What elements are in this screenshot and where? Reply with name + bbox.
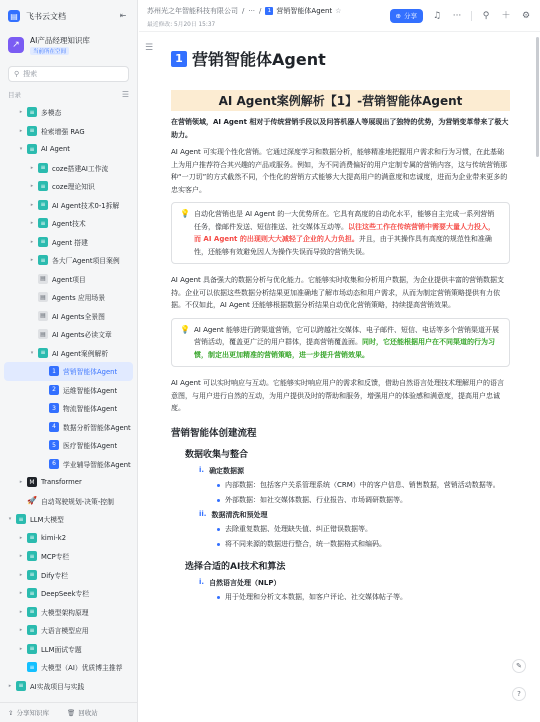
doc-tree — [0, 103, 137, 695]
doc-icon: M — [27, 477, 37, 487]
sidebar-item-label: Dify专栏 — [41, 571, 69, 580]
sidebar-top — [0, 0, 137, 32]
doc-icon: 5 — [49, 440, 59, 450]
sidebar-item-label: AI Agent案例解析 — [52, 349, 109, 358]
breadcrumb: 苏州光之年智能科技有限公司 / ··· / 1 营销智能体Agent ☆ — [147, 7, 342, 15]
breadcrumb-current[interactable]: 1 营销智能体Agent ☆ — [265, 6, 341, 16]
bullet-item[interactable]: 外部数据：如社交媒体数据、行业报告、市场调研数据等。 — [217, 494, 510, 507]
space-name: AI产品经理知识库 — [30, 35, 90, 45]
chevron-right-icon[interactable]: ▸ — [8, 682, 12, 689]
intro-paragraph[interactable]: 在营销领域，AI Agent 相对于传统营销手段以及问答机器人等展现出了独特的优势，为营销变革带来了极大助力。 — [171, 118, 509, 139]
chevron-right-icon[interactable]: ▸ — [19, 645, 23, 652]
sidebar-item[interactable] — [0, 547, 137, 566]
sidebar-item[interactable] — [0, 177, 137, 196]
sidebar-item-label: Agent项目 — [52, 275, 86, 284]
breadcrumb-more[interactable]: ··· — [248, 7, 256, 15]
heading-2[interactable]: 营销智能体创建流程 — [171, 427, 257, 439]
add-icon[interactable]: ＋ — [501, 10, 511, 21]
directory-header — [0, 88, 137, 100]
doc-icon: ≡ — [27, 570, 37, 580]
sidebar-item-label: 营销智能体Agent — [63, 368, 118, 377]
doc-number-icon: 1 — [265, 7, 273, 15]
sidebar-item-label: 医疗智能体Agent — [63, 442, 118, 451]
sidebar-item[interactable] — [0, 436, 137, 455]
sidebar-item[interactable] — [0, 233, 137, 252]
sidebar-item-label: 学业辅导智能体Agent — [63, 460, 131, 469]
chevron-right-icon[interactable]: ▸ — [30, 183, 34, 190]
chevron-right-icon[interactable]: ▸ — [30, 257, 34, 264]
bullet-item[interactable]: 内部数据：包括客户关系管理系统（CRM）中的客户信息、销售数据，营销活动数据等。 — [217, 479, 510, 492]
sidebar-item-label: 大语言模型应用 — [41, 627, 89, 636]
sidebar-item-label: 大模型（AI）优质博主推荐 — [41, 664, 123, 673]
collapse-sidebar-icon[interactable]: ⇤ — [119, 11, 127, 20]
ordered-item[interactable]: i. 确定数据源 — [199, 465, 245, 475]
lightbulb-icon: 💡 — [180, 324, 190, 334]
doc-icon: ▤ — [38, 292, 48, 302]
sidebar-item[interactable] — [0, 510, 137, 529]
sidebar-item[interactable] — [0, 566, 137, 585]
doc-icon: ≡ — [27, 625, 37, 635]
sidebar-item[interactable] — [0, 418, 137, 437]
callout-automation[interactable]: 💡 自动化营销也是 AI Agent 的一大优势所在。它具有高度的自动化水平，能够自主完成一系列营销任务，像邮件发送、短信推送、社交媒体互动等。以往这些工作在传统营销中需要大量人力投入，而 AI Agent 的出现则大大减轻了企业的人力负担。并且，由于其操作具有高度的规范性和准确性，还能够有效避免因人为操作失误而导致的营销失误。 — [171, 202, 510, 264]
trash-button[interactable]: 🗑 回收站 — [66, 708, 98, 717]
sidebar-item-label: AI Agent — [41, 145, 70, 154]
doc-icon: ≡ — [27, 588, 37, 598]
more-options-icon[interactable]: ··· — [452, 10, 462, 21]
doc-icon: 6 — [49, 459, 59, 469]
sidebar-item[interactable] — [4, 362, 133, 381]
share-button[interactable]: ⊕ 分享 — [390, 9, 423, 23]
doc-icon: ≡ — [27, 107, 37, 117]
doc-icon: 4 — [49, 422, 59, 432]
sidebar-item[interactable] — [0, 159, 137, 178]
sidebar — [0, 0, 138, 722]
doc-icon: ▤ — [38, 329, 48, 339]
chevron-right-icon[interactable]: ▸ — [19, 109, 23, 116]
share-space-button[interactable]: ⇪ 分享知识库 — [8, 708, 49, 717]
app-name[interactable]: 飞书云文档 — [26, 11, 66, 21]
sidebar-item[interactable] — [0, 381, 137, 400]
search-input[interactable] — [23, 70, 123, 78]
doc-icon: ≡ — [27, 662, 37, 672]
bullet-item[interactable]: 去除重复数据、处理缺失值、纠正错误数据等。 — [217, 523, 510, 536]
sidebar-item-label: LLM大模型 — [30, 516, 64, 525]
notification-bell-icon[interactable]: ♫ — [432, 10, 442, 21]
lightbulb-icon: 💡 — [180, 209, 190, 218]
sidebar-item[interactable] — [0, 455, 137, 474]
header-divider — [471, 11, 472, 21]
callout-cross-channel[interactable]: 💡 AI Agent 能够进行跨渠道营销，它可以跨越社交媒体、电子邮件、短信、电话等多个营销渠道开展营销活动，覆盖更广泛的用户群体，提高营销覆盖面。同时，它还能根据用户在不同渠道的行为习惯，制定出更加精准的营销策略，进一步提升营销效果。 — [171, 318, 510, 368]
sidebar-item-label: 各大厂Agent项目案例 — [52, 257, 120, 266]
globe-icon: ⊕ — [395, 11, 401, 20]
sidebar-item[interactable] — [0, 251, 137, 270]
scrollbar[interactable] — [536, 37, 539, 157]
sidebar-item-label: Agents 应用场景 — [52, 294, 106, 303]
sidebar-item-label: AI Agent技术0-1拆解 — [52, 201, 120, 210]
settings-icon[interactable]: ⚙ — [521, 10, 531, 21]
sidebar-item[interactable] — [0, 603, 137, 622]
chevron-right-icon[interactable]: ▸ — [19, 627, 23, 634]
doc-icon: ≡ — [38, 255, 48, 265]
trash-icon: 🗑 — [66, 708, 76, 717]
sidebar-item-label: DeepSeek专栏 — [41, 590, 90, 599]
chevron-right-icon[interactable]: ▸ — [19, 127, 23, 134]
doc-icon: ▤ — [38, 274, 48, 284]
doc-icon: ≡ — [27, 144, 37, 154]
doc-icon: ≡ — [16, 681, 26, 691]
sidebar-item[interactable] — [0, 140, 137, 159]
sidebar-item[interactable] — [0, 473, 137, 492]
sidebar-item-label: 大模型架构原理 — [41, 608, 89, 617]
doc-icon: ≡ — [27, 533, 37, 543]
chevron-right-icon[interactable]: ▸ — [30, 238, 34, 245]
chevron-down-icon[interactable]: ▾ — [8, 516, 12, 523]
sidebar-item[interactable] — [0, 658, 137, 677]
sidebar-item-label: AI实战项目与实践 — [30, 682, 85, 691]
sidebar-footer — [0, 702, 137, 722]
sidebar-item[interactable] — [0, 103, 137, 122]
sidebar-item-label: 数据分析智能体Agent — [63, 423, 131, 432]
doc-icon: ▤ — [38, 311, 48, 321]
doc-icon: ≡ — [38, 348, 48, 358]
bullet-item[interactable]: 用于处理和分析文本数据，如客户评论、社交媒体帖子等。 — [217, 591, 510, 604]
sidebar-item[interactable] — [0, 288, 137, 307]
chevron-right-icon[interactable]: ▸ — [30, 201, 34, 208]
ordered-item[interactable]: ii. 数据清洗和预处理 — [199, 509, 268, 519]
sidebar-item[interactable] — [0, 214, 137, 233]
space-tag: 当前所在空间 — [30, 47, 69, 55]
sidebar-item-label: 多模态 — [41, 109, 62, 118]
sidebar-item-label: 运维智能体Agent — [63, 386, 118, 395]
chevron-down-icon[interactable]: ▾ — [30, 349, 34, 356]
outline-toggle-icon[interactable]: ☰ — [145, 43, 154, 53]
share-space-icon: ⇪ — [8, 708, 14, 717]
sidebar-item[interactable] — [0, 529, 137, 548]
chevron-right-icon[interactable]: ▸ — [19, 479, 23, 486]
doc-icon: 🚀 — [27, 496, 37, 506]
directory-label: 目录 — [8, 90, 21, 99]
doc-icon: ≡ — [38, 218, 48, 228]
doc-icon: 1 — [49, 366, 59, 376]
directory-options-icon[interactable]: ☰ — [121, 89, 129, 99]
doc-icon: 3 — [49, 403, 59, 413]
heading-3-data[interactable]: 数据收集与整合 — [185, 449, 249, 460]
doc-icon: ≡ — [27, 551, 37, 561]
sidebar-item-label: Agent 搭建 — [52, 238, 88, 247]
search-icon[interactable]: ⚲ — [482, 10, 490, 21]
sidebar-item-label: AI Agents必读文章 — [52, 331, 112, 340]
doc-icon: ≡ — [16, 514, 26, 524]
sidebar-item[interactable] — [0, 621, 137, 640]
last-edit-time: 最近修改: 5月20日 15:37 — [147, 22, 216, 28]
sidebar-item-label: coze搭建AI工作流 — [52, 164, 109, 173]
sidebar-item[interactable] — [0, 584, 137, 603]
chevron-right-icon[interactable]: ▸ — [30, 164, 34, 171]
sidebar-item-label: MCP专栏 — [41, 553, 70, 562]
sidebar-item[interactable] — [0, 270, 137, 289]
chevron-right-icon[interactable]: ▸ — [19, 553, 23, 560]
sidebar-item[interactable] — [0, 122, 137, 141]
sidebar-item-label: coze理论知识 — [52, 183, 95, 192]
paragraph-personalized[interactable]: AI Agent 可实现个性化营销。它通过深度学习和数据分析，能够精准地把握用户需求和行为习惯，在此基础上为用户推荐符合其兴趣的产品或服务。例如，为不同消费偏好的用户定制专属的营销内容，这与传统营销那种“一刀切”的方式截然不同，个性化的营销方式能够大大提高用户的满意度和忠诚度，进而为企业带来更多的忠实客户。 — [171, 148, 508, 194]
doc-icon: 2 — [49, 385, 59, 395]
feishu-docs-logo-icon[interactable]: ▤ — [8, 10, 20, 22]
sidebar-item[interactable] — [0, 640, 137, 659]
doc-header — [139, 0, 540, 32]
doc-icon: ≡ — [27, 644, 37, 654]
chevron-down-icon[interactable]: ▾ — [19, 146, 23, 153]
doc-title[interactable]: 1 营销智能体Agent — [171, 47, 510, 70]
doc-icon: ≡ — [38, 237, 48, 247]
star-icon[interactable]: ☆ — [335, 7, 342, 15]
sidebar-item-label: 物流智能体Agent — [63, 405, 118, 414]
sidebar-item[interactable] — [0, 344, 137, 363]
bullet-item[interactable]: 将不同来源的数据进行整合，统一数据格式和编码。 — [217, 538, 510, 551]
sidebar-item[interactable] — [0, 325, 137, 344]
chevron-right-icon[interactable]: ▸ — [30, 220, 34, 227]
sidebar-item-label: LLM面试专题 — [41, 645, 82, 654]
sidebar-item[interactable] — [0, 677, 137, 696]
doc-icon: ≡ — [38, 163, 48, 173]
chevron-right-icon[interactable]: ▸ — [19, 608, 23, 615]
sidebar-item-label: 检索增强 RAG — [41, 127, 85, 136]
chevron-right-icon[interactable]: ▸ — [19, 571, 23, 578]
sidebar-search[interactable] — [8, 66, 129, 82]
search-icon: ⚲ — [14, 70, 20, 78]
doc-icon: ≡ — [27, 126, 37, 136]
space-icon: ↗ — [8, 37, 24, 53]
chevron-right-icon[interactable]: ▸ — [19, 590, 23, 597]
sidebar-item-label: AI Agents全景图 — [52, 312, 105, 321]
sidebar-item-label: Agent技术 — [52, 220, 86, 229]
chevron-right-icon[interactable]: ▸ — [19, 534, 23, 541]
breadcrumb-org[interactable]: 苏州光之年智能科技有限公司 — [147, 7, 238, 15]
sidebar-item-label: 自动驾驶规划-决策-控制 — [41, 497, 114, 506]
sidebar-item-label: Transformer — [41, 478, 82, 487]
doc-icon: ≡ — [38, 200, 48, 210]
heading-3-tech[interactable]: 选择合适的AI技术和算法 — [185, 561, 286, 572]
knowledge-space-header[interactable] — [0, 32, 137, 58]
sidebar-item[interactable] — [0, 399, 137, 418]
heading-1[interactable]: AI Agent案例解析【1】-营销智能体Agent — [171, 90, 510, 111]
paragraph-realtime[interactable]: AI Agent 可以实时响应与互动。它能够实时响应用户的需求和反馈，借助自然语言处理技术理解用户的语言意图，与用户进行自然的互动，为用户提供及时的帮助和服务，增强用户的体验感和满意度，提高用户忠诚度。 — [171, 379, 505, 412]
doc-icon: ≡ — [27, 607, 37, 617]
paragraph-data-analysis[interactable]: AI Agent 具备强大的数据分析与优化能力。它能够实时收集和分析用户数据，为企业提供丰富的营销数据支持。企业可以依据这些数据分析结果更加准确地了解市场动态和用户需求，从而为制定营销策略提供有力依据。不仅如此，AI Agent 还能够根据数据分析结果自动优化营销策略，持续提高营销效果。 — [171, 276, 505, 309]
title-number-icon: 1 — [171, 51, 187, 67]
doc-icon: ≡ — [38, 181, 48, 191]
sidebar-item-label: kimi-k2 — [41, 533, 67, 542]
doc-body — [139, 33, 540, 722]
ordered-item[interactable]: i. 自然语言处理（NLP） — [199, 577, 281, 587]
sidebar-item[interactable] — [0, 307, 137, 326]
sidebar-item[interactable] — [0, 492, 137, 511]
doc-content — [171, 47, 510, 606]
sidebar-item[interactable] — [0, 196, 137, 215]
header-actions — [390, 9, 532, 23]
comment-icon[interactable]: ✎ — [512, 659, 526, 673]
help-icon[interactable]: ? — [512, 687, 526, 701]
